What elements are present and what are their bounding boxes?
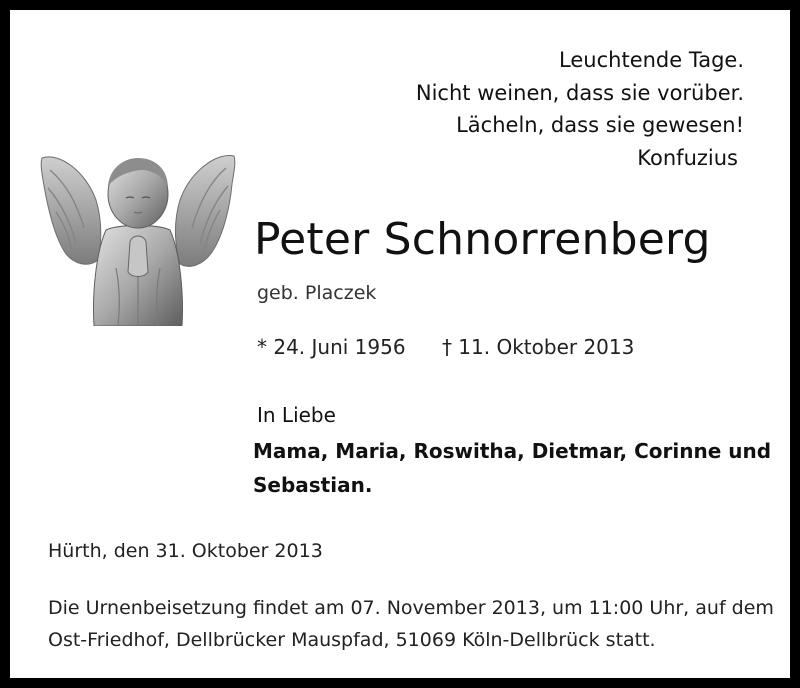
mourners-names: Mama, Maria, Roswitha, Dietmar, Corinne und Sebastian. [253, 439, 772, 497]
quote-block [416, 44, 744, 174]
praying-hands [128, 236, 148, 277]
mourners-intro: In Liebe [257, 403, 336, 427]
angel-statue-image [40, 148, 236, 326]
burial-notice: Die Urnenbeisetzung findet am 07. November 2013, um 11:00 Uhr, auf dem Ost-Friedhof, Dellbrücker Mauspfad, 51069 Köln-Dellbrück statt. [48, 597, 774, 651]
deceased-name: Peter Schnorrenberg [254, 214, 711, 265]
life-dates [257, 332, 634, 362]
birth-date: * 24. Juni 1956 [257, 335, 406, 359]
quote-author: Konfuzius [637, 145, 738, 170]
maiden-name: geb. Placzek [257, 282, 377, 304]
quote-line: Lächeln, dass sie gewesen! [456, 113, 744, 137]
place-date: Hürth, den 31. Oktober 2013 [48, 540, 323, 562]
quote-line: Nicht weinen, dass sie vorüber. [415, 80, 744, 105]
quote-line: Leuchtende Tage. [559, 48, 744, 72]
death-date: † 11. Oktober 2013 [441, 335, 635, 359]
